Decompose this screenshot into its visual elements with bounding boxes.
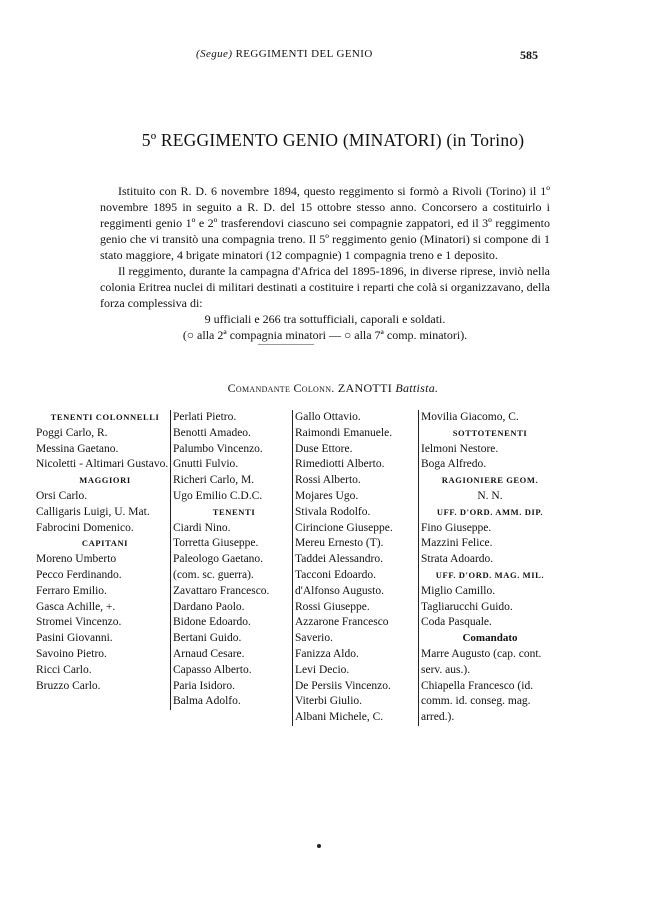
force-total: 9 ufficiali e 266 tra sottufficiali, caporali e soldati. [204, 312, 446, 326]
roster-name: Ugo Emilio C.D.C. [173, 489, 263, 502]
roster-name: Richeri Carlo, M. [173, 474, 255, 487]
roster-name: Marre Augusto (cap. cont. serv. aus.). [421, 647, 542, 676]
roster-name: Poggi Carlo, R. [36, 426, 108, 439]
roster-name: Ielmoni Nestore. [421, 442, 499, 455]
roster-name: Capasso Alberto. [173, 663, 252, 676]
roster-name: Nicoletti - Altimari Gustavo. [36, 458, 169, 471]
roster-name: Paleologo Gaetano. [173, 553, 264, 566]
commander-name: ZANOTTI [337, 381, 392, 395]
roster-name: Rimediotti Alberto. [295, 458, 385, 471]
roster-name: Zavattaro Francesco. [173, 584, 270, 597]
section-heading: UFF. D'ORD. MAG. MIL. [435, 569, 545, 580]
ink-dot [317, 844, 321, 848]
roster-name: Pecco Ferdinando. [36, 568, 122, 581]
officer-roster [36, 410, 556, 724]
roster-name: Balma Adolfo. [173, 695, 241, 708]
roster-name: Albani Michele, C. [295, 711, 384, 724]
roster-name: Viterbi Giulio. [295, 695, 363, 708]
roster-name: Miglio Camillo. [421, 584, 496, 597]
commander-line [0, 381, 666, 396]
roster-name: Fabrocini Domenico. [36, 521, 134, 534]
roster-name: Calligaris Luigi, U. Mat. [36, 505, 150, 518]
roster-name: d'Alfonso Augusto. [295, 584, 384, 597]
roster-name: Ferraro Emilio. [36, 584, 107, 597]
roster-name: Rossi Alberto. [295, 474, 361, 487]
roster-name: Levi Decio. [295, 663, 350, 676]
section-heading: Comandato [462, 632, 518, 645]
intro-paragraph-1: Istituito con R. D. 6 novembre 1894, questo reggimento si formò a Rivoli (Torino) il 1º novembre 1895 in seguito a R. D. del 15 ottobre stesso anno. Concorsero a costituirlo i reggimenti genio 1º e 2º trasferendovi ciascuno sei compagnie zappatori, ed il 3º reggimento genio che vi transitò una compagnia treno. Il 5º reggimento genio (Minatori) si compone di 1 stato maggiore, 4 brigate minatori (12 compagnie) 1 compagnia treno e 1 deposito. [100, 184, 550, 262]
section-heading: SOTTOTENENTI [452, 427, 528, 438]
roster-name: Ciardi Nino. [173, 521, 231, 534]
roster-column-4 [418, 410, 559, 726]
roster-name: Perlati Pietro. [173, 411, 237, 423]
roster-name: Gasca Achille, +. [36, 600, 116, 613]
roster-name: Messina Gaetano. [36, 442, 119, 455]
roster-name: Moreno Umberto [36, 553, 117, 566]
roster-name: Coda Pasquale. [421, 616, 492, 629]
roster-column-3 [292, 410, 419, 726]
roster-name: Gallo Ottavio. [295, 411, 361, 423]
section-heading: CAPITANI [81, 538, 129, 549]
intro-paragraph-2: Il reggimento, durante la campagna d'Africa del 1895-1896, in diverse riprese, inviò nella colonia Eritrea nuclei di militari destinati a costituire i reparti che colà si organizzavano, della forza complessiva di: [100, 264, 550, 310]
roster-column-1 [36, 410, 174, 694]
roster-name: Mojares Ugo. [295, 489, 359, 502]
roster-name: Taddei Alessandro. [295, 553, 383, 566]
page-number: 585 [520, 48, 538, 62]
roster-name: Bruzzo Carlo. [36, 679, 101, 692]
running-header-section: REGGIMENTI DEL GENIO [235, 48, 373, 60]
roster-name: Fino Giuseppe. [421, 521, 492, 534]
roster-name: N. N. [477, 489, 503, 502]
roster-name: Cirincione Giuseppe. [295, 521, 393, 534]
intro-text [100, 183, 550, 343]
roster-name: Arnaud Cesare. [173, 647, 245, 660]
roster-name: Gnutti Fulvio. [173, 458, 239, 471]
section-heading: RAGIONIERE GEOM. [441, 475, 539, 486]
roster-name: Pasini Giovanni. [36, 632, 113, 645]
roster-name: Strata Adoardo. [421, 553, 494, 566]
roster-name: Palumbo Vincenzo. [173, 442, 263, 455]
roster-name: Torretta Giuseppe. [173, 537, 259, 550]
roster-name: De Persiis Vincenzo. [295, 679, 391, 692]
running-header-segue: (Segue) [196, 48, 233, 60]
section-heading: MAGGIORI [79, 475, 131, 486]
roster-name: Tacconi Edoardo. [295, 568, 376, 581]
roster-name: Savoino Pietro. [36, 647, 107, 660]
roster-column-2 [170, 410, 295, 710]
roster-name: Orsi Carlo. [36, 489, 88, 502]
roster-name: Stivala Rodolfo. [295, 505, 371, 518]
roster-name: Mereu Ernesto (T). [295, 537, 384, 550]
roster-name: Duse Ettore. [295, 442, 353, 455]
roster-name: Paria Isidoro. [173, 679, 235, 692]
roster-name: Benotti Amadeo. [173, 426, 251, 439]
section-heading: UFF. D'ORD. AMM. DIP. [436, 506, 544, 517]
commander-first-name: Battista. [395, 381, 439, 395]
roster-name: Boga Alfredo. [421, 458, 487, 471]
roster-name: Movilia Giacomo, C. [421, 411, 519, 423]
roster-name: Raimondi Emanuele. [295, 426, 393, 439]
roster-name: Rossi Giuseppe. [295, 600, 370, 613]
roster-name: Bidone Edoardo. [173, 616, 251, 629]
roster-name: Tagliarucchi Guido. [421, 600, 513, 613]
roster-name: Mazzini Felice. [421, 537, 493, 550]
companies-note: (○ alla 2ª compagnia minatori — ○ alla 7ª comp. minatori). [182, 328, 468, 342]
roster-name: Fanizza Aldo. [295, 647, 359, 660]
section-divider [258, 344, 314, 345]
roster-name: Azzarone Francesco Saverio. [295, 616, 389, 645]
roster-name: Bertani Guido. [173, 632, 242, 645]
roster-name: Ricci Carlo. [36, 663, 92, 676]
section-heading: TENENTI [212, 506, 256, 517]
roster-name: Dardano Paolo. [173, 600, 245, 613]
roster-name: Chiapella Francesco (id. comm. id. conseg. mag. arred.). [421, 679, 534, 724]
roster-name: (com. sc. guerra). [173, 568, 254, 581]
roster-name: Stromei Vincenzo. [36, 616, 122, 629]
page-title: 5º REGGIMENTO GENIO (MINATORI) (in Torino) [141, 130, 525, 150]
running-header [196, 48, 373, 60]
commander-label: Comandante Colonn. [227, 381, 335, 395]
section-heading: TENENTI COLONNELLI [50, 412, 160, 422]
